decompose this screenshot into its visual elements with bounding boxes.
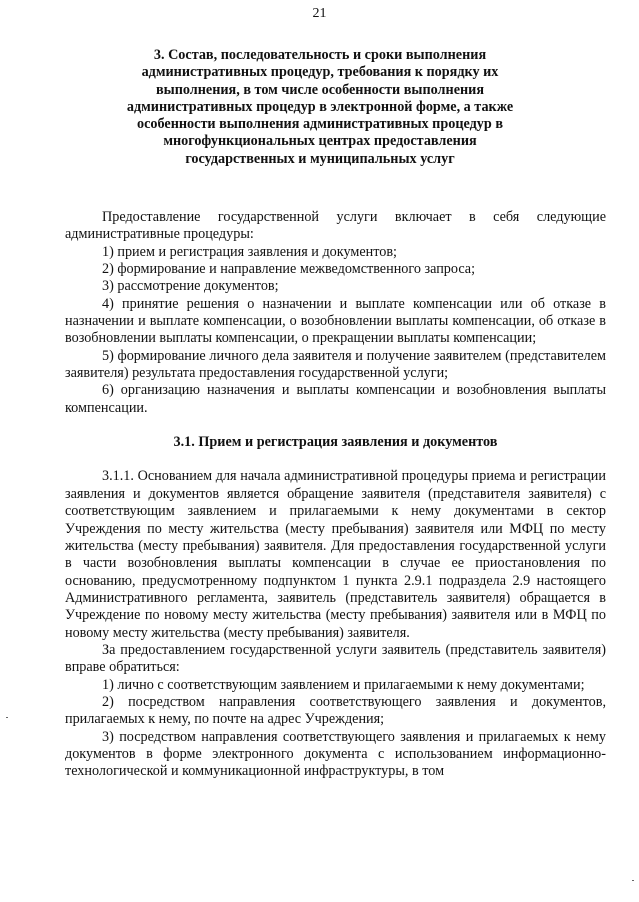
paragraph-3-1-1: 3.1.1. Основанием для начала административной процедуры приема и регистрации заявления и документов является обращение заявителя (представителя заявителя) с соответствующим заявлением и прилагаемыми к нему документами в сектор Учреждения по месту жительства (месту пребывания) заявителя или МФЦ по месту жительства (месту пребывания) заявителя. Для предоставления государственной услуги в части возобновления выплаты компенсации в случае ее приостановления по основанию, предусмотренному подпунктом 1 пункта 2.9.1 подраздела 2.9 настоящего Административного регламента, заявитель (представитель заявителя) обращается в Учреждение по новому месту жительства (месту пребывания) заявителя или в МФЦ по новому месту жительства (месту пребывания) заявителя. bbox=[65, 468, 606, 641]
procedure-item-3: 3) рассмотрение документов; bbox=[102, 278, 279, 295]
apply-way-1: 1) лично с соответствующим заявлением и прилагаемыми к нему документами; bbox=[102, 676, 585, 693]
scan-artifact bbox=[6, 717, 8, 718]
procedure-item-6: 6) организацию назначения и выплаты компенсации и возобновления выплаты компенсации. bbox=[65, 382, 606, 416]
subsection-title: 3.1. Прием и регистрация заявления и документов bbox=[173, 434, 498, 451]
apply-intro-paragraph: За предоставлением государственной услуги заявитель (представитель заявителя) вправе обратиться: bbox=[65, 641, 606, 676]
section-title: 3. Состав, последовательность и сроки выполнения административных процедур, требования к порядку их выполнения, в том числе особенности выполнения административных процедур в электронной форме, а также особенности выполнения административных процедур в многофункциональных центрах предоставления государственных и муниципальных услуг bbox=[126, 47, 514, 167]
procedure-item-4: 4) принятие решения о назначении и выплате компенсации или об отказе в назначении и выплате компенсации, о возобновлении выплаты компенсации, об отказе в возобновлении выплаты компенсации, о прекращении выплаты компенсации; bbox=[65, 295, 606, 347]
procedure-item-5: 5) формирование личного дела заявителя и получение заявителем (представителем заявителя) результата предоставления государственной услуги; bbox=[65, 347, 606, 382]
intro-paragraph: Предоставление государственной услуги включает в себя следующие административные процедуры: bbox=[65, 209, 606, 243]
document-body bbox=[65, 209, 606, 781]
procedure-item-2: 2) формирование и направление межведомственного запроса; bbox=[102, 261, 476, 278]
apply-way-2: 2) посредством направления соответствующего заявления и документов, прилагаемых к нему, по почте на адрес Учреждения; bbox=[65, 693, 606, 728]
page-number: 21 bbox=[312, 6, 327, 21]
procedure-item-1: 1) прием и регистрация заявления и документов; bbox=[102, 243, 397, 260]
apply-way-3: 3) посредством направления соответствующего заявления и прилагаемых к нему документов в форме электронного документа с использованием информационно-технологической и коммуникационной инфраструктуры, в том bbox=[65, 728, 606, 780]
scan-artifact bbox=[632, 880, 634, 881]
